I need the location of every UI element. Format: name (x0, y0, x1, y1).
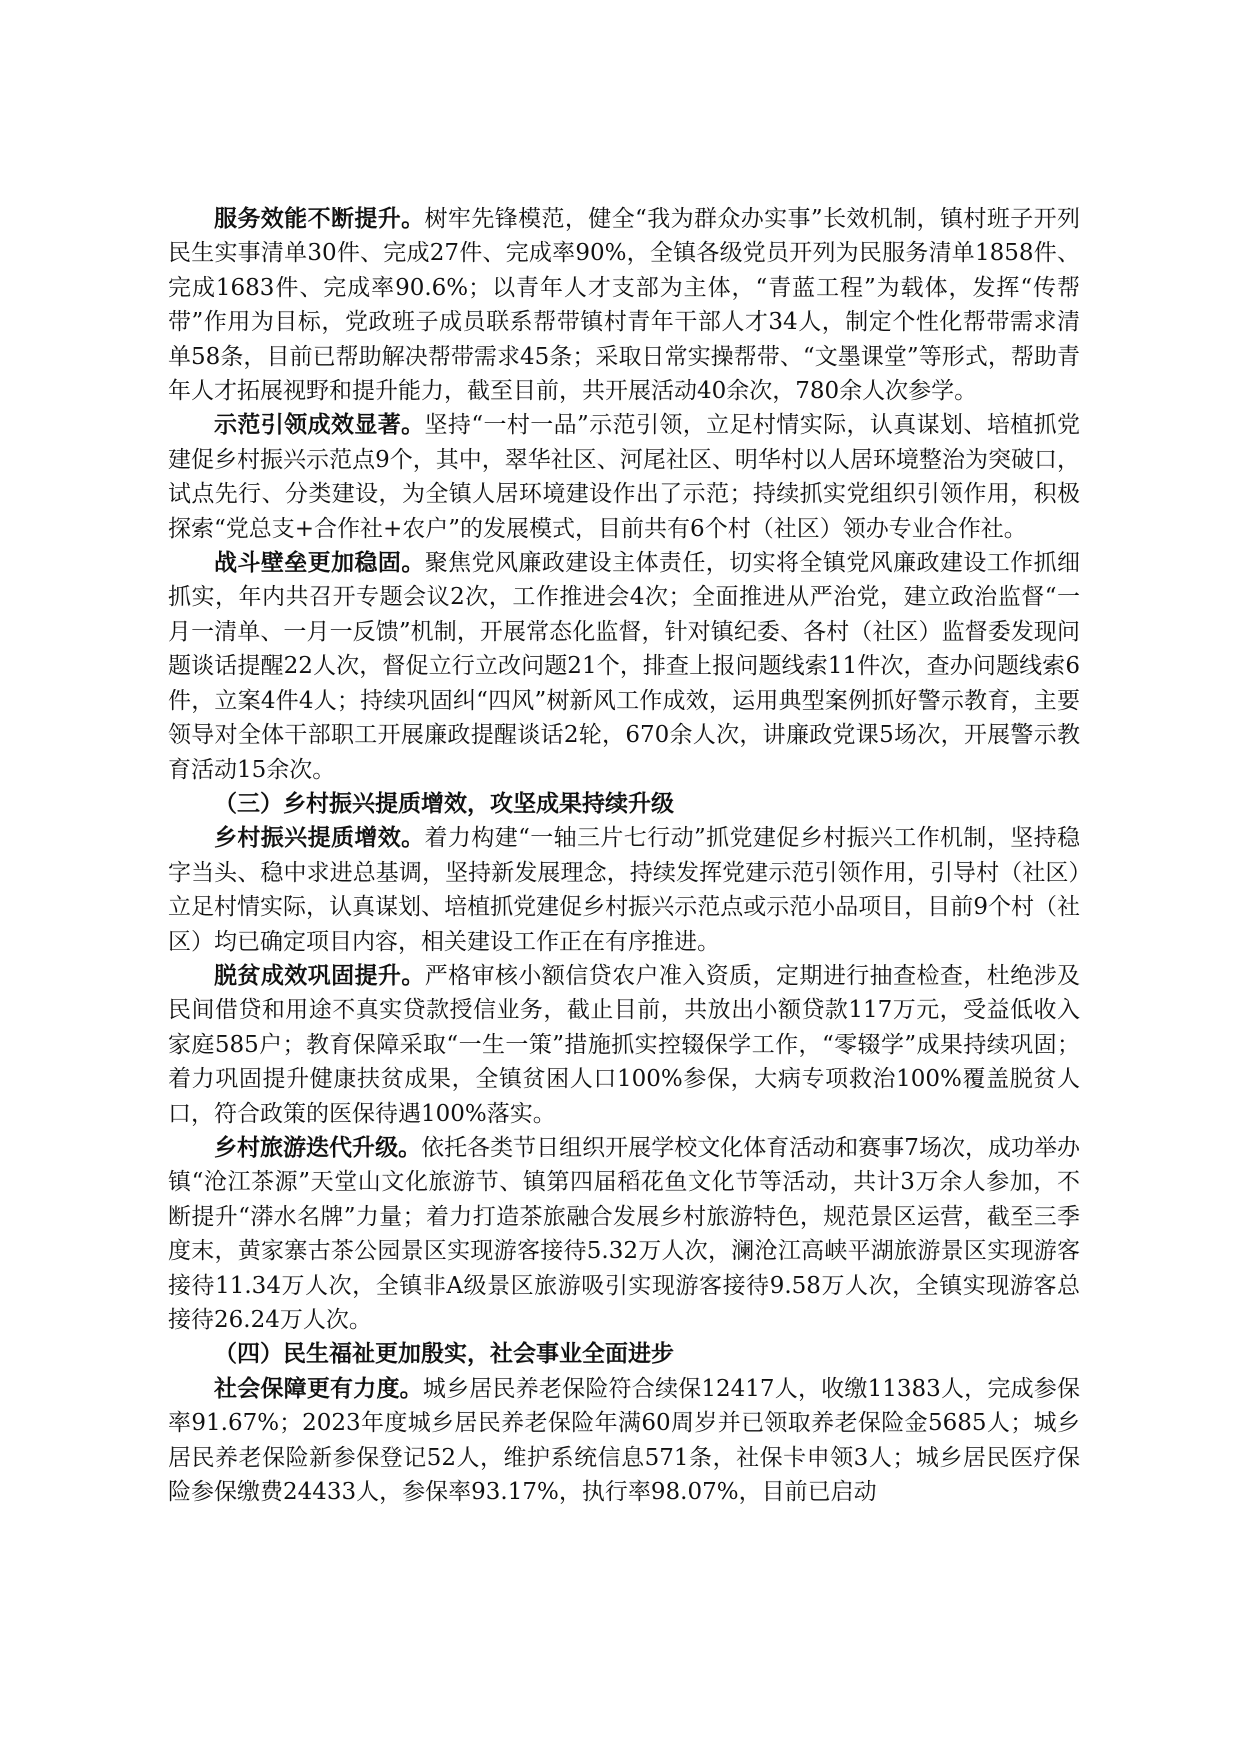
paragraph-lead: 乡村振兴提质增效。 (214, 824, 425, 852)
section-heading-livelihood: （四）民生福祉更加殷实，社会事业全面进步 (214, 1340, 674, 1368)
paragraph-rural-tourism (168, 1131, 1080, 1337)
paragraph-text: 树牢先锋模范，健全“我为群众办实事”长效机制，镇村班子开列民生实事清单30件、完成27件、完成率90%，全镇各级党员开列为民服务清单1858件、完成1683件、完成率90.6%；以青年人才支部为主体，“青蓝工程”为载体，发挥“传帮带”作用为目标，党政班子成员联系帮带镇村青年干部人才34人，制定个性化帮带需求清单58条，目前已帮助解决帮带需求45条；采取日常实操帮带、“文墨课堂”等形式，帮助青年人才拓展视野和提升能力，截至目前，共开展活动40余次，780余人次参学。 (168, 206, 1080, 405)
paragraph-text: 着力构建“一轴三片七行动”抓党建促乡村振兴工作机制，坚持稳字当头、稳中求进总基调，坚持新发展理念，持续发挥党建示范引领作用，引导村（社区）立足村情实际，认真谋划、培植抓党建促乡村振兴示范点或示范小品项目，目前9个村（社区）均已确定项目内容，相关建设工作正在有序推进。 (168, 825, 1080, 955)
paragraph-fortress (168, 546, 1080, 787)
paragraph-text: 聚焦党风廉政建设主体责任，切实将全镇党风廉政建设工作抓细抓实，年内共召开专题会议2次，工作推进会4次；全面推进从严治党，建立政治监督“一月一清单、一月一反馈”机制，开展常态化监督，针对镇纪委、各村（社区）监督委发现问题谈话提醒22人次，督促立行立改问题21个，排查上报问题线索11件次，查办问题线索6件，立案4件4人；持续巩固纠“四风”树新风工作成效，运用典型案例抓好警示教育，主要领导对全体干部职工开展廉政提醒谈话2轮，670余人次，讲廉政党课5场次，开展警示教育活动15余次。 (168, 550, 1081, 783)
paragraph-lead: 服务效能不断提升。 (214, 205, 425, 232)
paragraph-rural-revitalization (168, 821, 1080, 959)
document-body (168, 202, 1080, 1509)
paragraph-demonstration (168, 408, 1080, 546)
paragraph-text: 城乡居民养老保险符合续保12417人，收缴11383人，完成参保率91.67%；2023年度城乡居民养老保险年满60周岁并已领取养老保险金5685人；城乡居民养老保险新参保登记52人，维护系统信息571条，社保卡申领3人；城乡居民医疗保险参保缴费24433人，参保率93.17%，执行率98.07%，目前已启动 (168, 1375, 1080, 1506)
paragraph-text: 依托各类节日组织开展学校文化体育活动和赛事7场次，成功举办镇“沧江茶源”天堂山文化旅游节、镇第四届稻花鱼文化节等活动，共计3万余人参加，不断提升“漭水名牌”力量；着力打造茶旅融合发展乡村旅游特色，规范景区运营，截至三季度末，黄家寨古茶公园景区实现游客接待5.32万人次，澜沧江高峡平湖旅游景区实现游客接待11.34万人次，全镇非A级景区旅游吸引实现游客接待9.58万人次，全镇实现游客总接待26.24万人次。 (168, 1134, 1080, 1333)
paragraph-lead: 乡村旅游迭代升级。 (214, 1133, 422, 1161)
paragraph-poverty-alleviation (168, 959, 1080, 1131)
paragraph-lead: 脱贫成效巩固提升。 (214, 961, 425, 989)
paragraph-lead: 社会保障更有力度。 (214, 1374, 423, 1402)
paragraph-text: 严格审核小额信贷农户准入资质，定期进行抽查检查，杜绝涉及民间借贷和用途不真实贷款授信业务，截止目前，共放出小额贷款117万元，受益低收入家庭585户；教育保障采取“一生一策”措施抓实控辍保学工作，“零辍学”成果持续巩固；着力巩固提升健康扶贫成果，全镇贫困人口100%参保，大病专项救治100%覆盖脱贫人口，符合政策的医保待遇100%落实。 (168, 962, 1081, 1127)
paragraph-service-efficiency (168, 202, 1080, 408)
paragraph-text: 坚持“一村一品”示范引领，立足村情实际，认真谋划、培植抓党建促乡村振兴示范点9个，其中，翠华社区、河尾社区、明华村以人居环境整治为突破口，试点先行、分类建设，为全镇人居环境建设作出了示范；持续抓实党组织引领作用，积极探索“党总支+合作社+农户”的发展模式，目前共有6个村（社区）领办专业合作社。 (168, 412, 1080, 542)
paragraph-lead: 示范引领成效显著。 (214, 411, 425, 439)
paragraph-social-security (168, 1372, 1080, 1510)
section-heading-rural-revitalization: （三）乡村振兴提质增效，攻坚成果持续升级 (214, 789, 674, 817)
paragraph-lead: 战斗壁垒更加稳固。 (214, 549, 425, 577)
